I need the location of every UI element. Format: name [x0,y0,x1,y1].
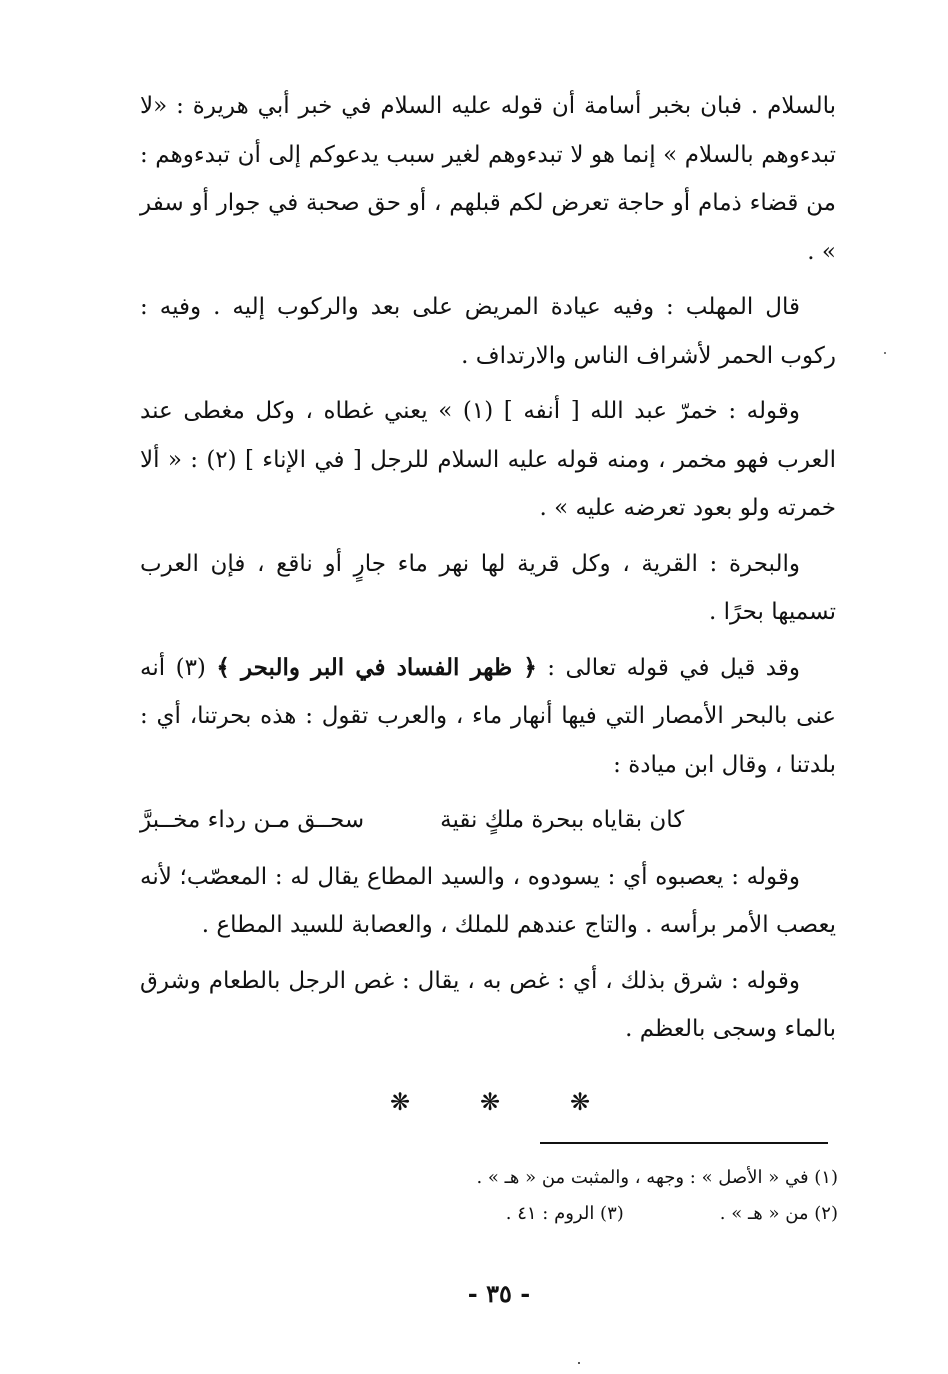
footnote-1: (١) في « الأصل » : وجهه ، والمثبت من « هـ » . [476,1167,838,1188]
footnote-2: (٢) من « هـ » . [719,1203,838,1224]
bottom-speck [578,1362,580,1364]
footnote-divider [540,1142,828,1144]
margin-speck [884,352,886,354]
verse-second-hemistich: سحــق مـن رداء مخــبرَّ [140,807,365,833]
paragraph-7: وقوله : شرق بذلك ، أي : غص به ، يقال : غص الرجل بالطعام وشرق بالماء وسجى بالعظم . [140,967,836,1042]
footnote-3: (٣) الروم : ٤١ . [505,1203,624,1224]
page-number: - ٣٥ - [467,1279,531,1308]
verse-first-hemistich: كان بقاياه ببحرة ملكٍ نقية [440,807,685,833]
paragraph-2: قال المهلب : وفيه عيادة المريض على بعد والركوب إليه . وفيه : ركوب الحمر لأشراف الناس والارتداف . [140,294,836,369]
paragraph-3: وقوله : خمرّ عبد الله [ أنفه ] (١) » يعني غطاه ، وكل مغطى عند العرب فهو مخمر ، ومنه قوله عليه السلام للرجل [ في الإناء ] (٢) : « ألا خمرته ولو بعود تعرضه عليه » . [140,398,836,521]
paragraph-5-lead: وقد قيل في قوله تعالى : [536,654,800,681]
quran-quote: ﴿ ظهر الفساد في البر والبحر ﴾ [216,653,537,681]
ornament-star-icon: ❋ [569,1088,591,1116]
ornament-star-icon: ❋ [479,1088,501,1116]
footnote-line-1 [380,1160,838,1196]
paragraph-1: بالسلام . فبان بخبر أسامة أن قوله عليه السلام في خبر أبي هريرة : «لا تبدءوهم بالسلام » إنما هو لا تبدءوهم لغير سبب يدعوكم إلى أن تبدءوهم : من قضاء ذمام أو حاجة تعرض لكم قبلهم ، أو حق صحبة في جوار أو سفر » . [140,93,836,265]
paragraph-6: وقوله : يعصبوه أي : يسودوه ، والسيد المطاع يقال له : المعصّب؛ لأنه يعصب الأمر برأسه . والتاج عندهم للملك ، والعصابة للسيد المطاع . [140,863,836,938]
footnote-line-2 [380,1196,838,1232]
footnotes [380,1160,838,1232]
main-text [140,82,836,1061]
section-ornaments [380,1082,600,1122]
paragraph-5-rest: (٣) أنه عنى بالبحر الأمصار التي فيها أنهار ماء ، والعرب تقول : هذه بحرتنا، أي : بلدتنا ، وقال ابن ميادة : [140,654,836,778]
paragraph-4: والبحرة : القرية ، وكل قرية لها نهر ماء جارٍ أو ناقع ، فإن العرب تسميها بحرًا . [140,550,836,625]
ornament-star-icon: ❋ [389,1088,411,1116]
paragraph-5 [140,644,836,790]
poem-verse [140,796,836,845]
